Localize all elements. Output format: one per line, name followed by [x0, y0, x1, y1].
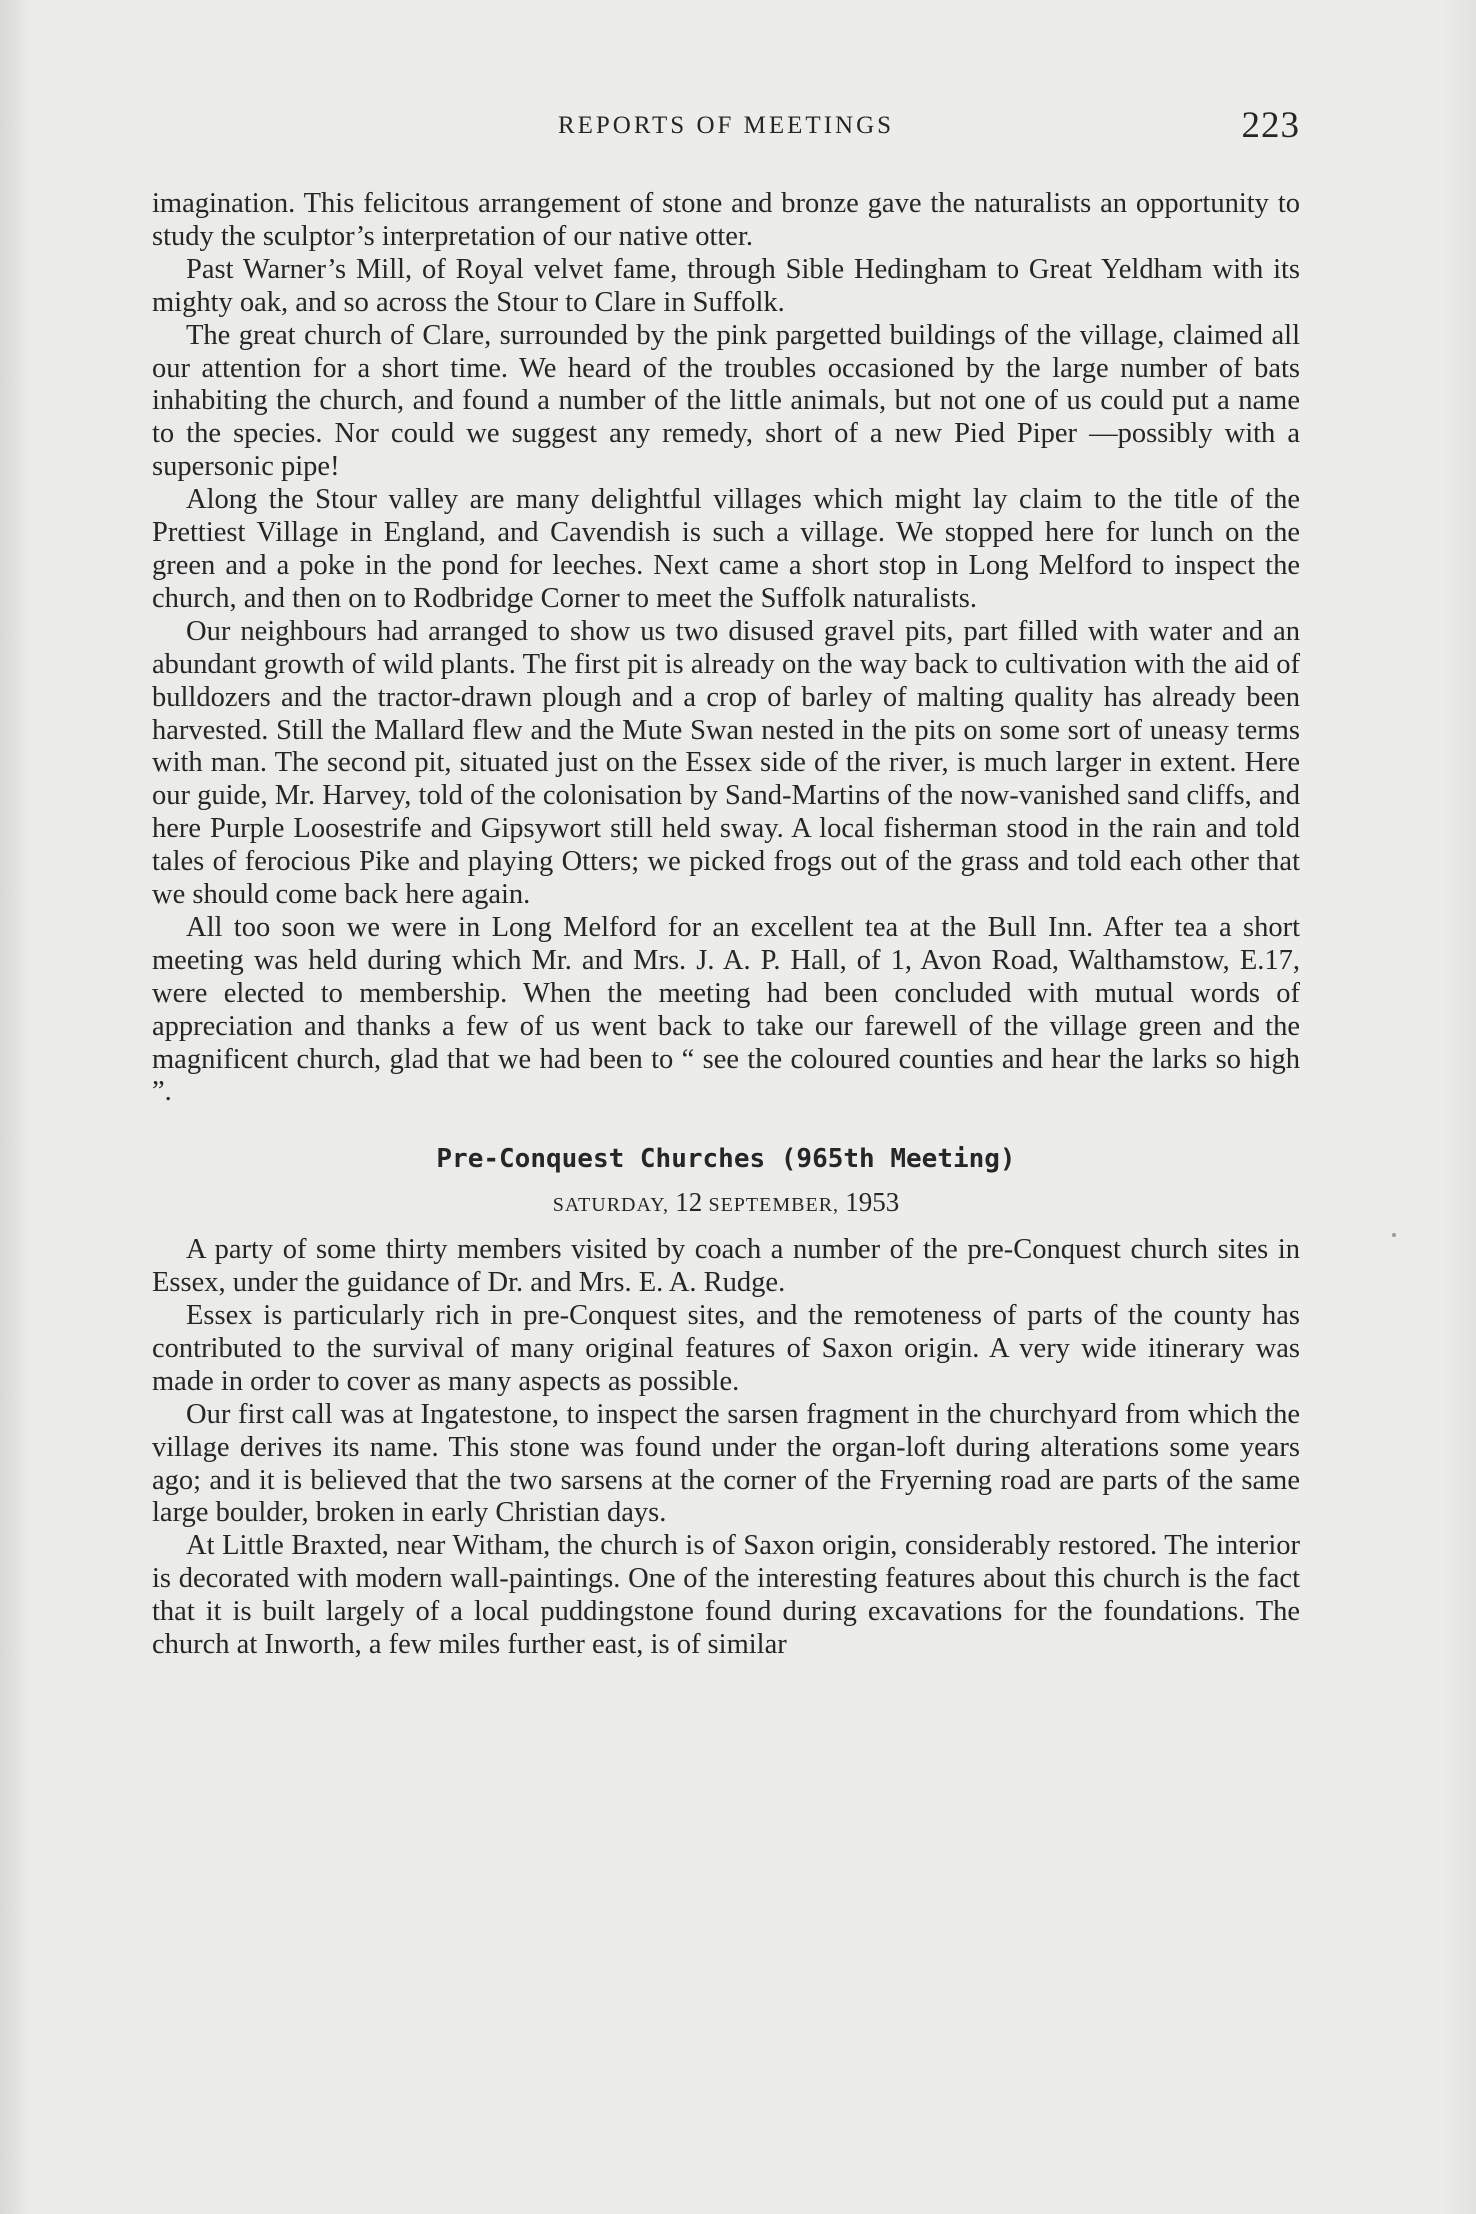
paper-speck [1392, 1233, 1396, 1237]
paragraph: At Little Braxted, near Witham, the church is of Saxon origin, considerably restored. The interior is decorated with modern wall-paintings. One of the interesting features about this church is the fact that it is built largely of a local puddingstone found during excavations for the foundations. The church at Inworth, a few miles further east, is of similar [152, 1530, 1300, 1661]
section-title: Pre-Conquest Churches (965th Meeting) [436, 1144, 1016, 1175]
date-day: SATURDAY, [552, 1194, 669, 1217]
running-head [152, 104, 1300, 154]
paragraph: Our first call was at Ingatestone, to inspect the sarsen fragment in the churchyard from which the village derives its name. This stone was found under the organ-loft during alterations some years ago; and it is believed that the two sarsens at the corner of the Fryerning road are parts of the same large boulder, broken in early Christian days. [152, 1398, 1300, 1529]
paragraph: Along the Stour valley are many delightful villages which might lay claim to the title of the Prettiest Village in England, and Cavendish is such a village. We stopped here for lunch on the green and a poke in the pond for leeches. Next came a short stop in Long Melford to inspect the church, and then on to Rodbridge Corner to meet the Suffolk naturalists. [152, 484, 1300, 614]
paragraph: Past Warner’s Mill, of Royal velvet fame, through Sible Hedingham to Great Yeldham with its mighty oak, and so across the Stour to Clare in Suffolk. [152, 253, 1300, 318]
paragraph: All too soon we were in Long Melford for an excellent tea at the Bull Inn. After tea a short meeting was held during which Mr. and Mrs. J. A. P. Hall, of 1, Avon Road, Walthamstow, E.17, were elected to membership. When the meeting had been concluded with mutual words of appreciation and thanks a few of us went back to take our farewell of the village green and the magnificent church, glad that we had been to “ see the coloured counties and hear the larks so high ”. [152, 911, 1300, 1108]
paragraph: Essex is particularly rich in pre-Conquest sites, and the remoteness of parts of the county has contributed to the survival of many original features of Saxon origin. A very wide itinerary was made in order to cover as many aspects as possible. [152, 1300, 1300, 1397]
running-title: REPORTS OF MEETINGS [557, 112, 895, 139]
section-date [152, 1186, 1300, 1222]
paragraph: imagination. This felicitous arrangement of stone and bronze gave the naturalists an opportunity to study the sculptor’s interpretation of our native otter. [152, 188, 1300, 252]
date-month: SEPTEMBER, [708, 1194, 840, 1217]
page-number: 223 [1241, 105, 1300, 146]
date-number: 12 [675, 1187, 703, 1218]
date-year: 1953 [845, 1187, 900, 1218]
body-text [152, 188, 1300, 1662]
paragraph: The great church of Clare, surrounded by the pink pargetted buildings of the village, claimed all our attention for a short time. We heard of the troubles occasioned by the large number of bats inhabiting the church, and found a number of the little animals, but not one of us could put a name to the species. Nor could we suggest any remedy, short of a new Pied Piper —possibly with a supersonic pipe! [152, 319, 1300, 483]
paragraph: Our neighbours had arranged to show us two disused gravel pits, part filled with water and an abundant growth of wild plants. The first pit is already on the way back to cultivation with the aid of bulldozers and the tractor-drawn plough and a crop of barley of malting quality has already been harvested. Still the Mallard flew and the Mute Swan nested in the pits on some sort of uneasy terms with man. The second pit, situated just on the Essex side of the river, is much larger in extent. Here our guide, Mr. Harvey, told of the colonisation by Sand-Martins of the now-vanished sand cliffs, and here Purple Loosestrife and Gipsywort still held sway. A local fisherman stood in the rain and told tales of ferocious Pike and playing Otters; we picked frogs out of the grass and told each other that we should come back here again. [152, 615, 1300, 911]
paragraph: A party of some thirty members visited by coach a number of the pre-Conquest church sites in Essex, under the guidance of Dr. and Mrs. E. A. Rudge. [152, 1234, 1300, 1299]
